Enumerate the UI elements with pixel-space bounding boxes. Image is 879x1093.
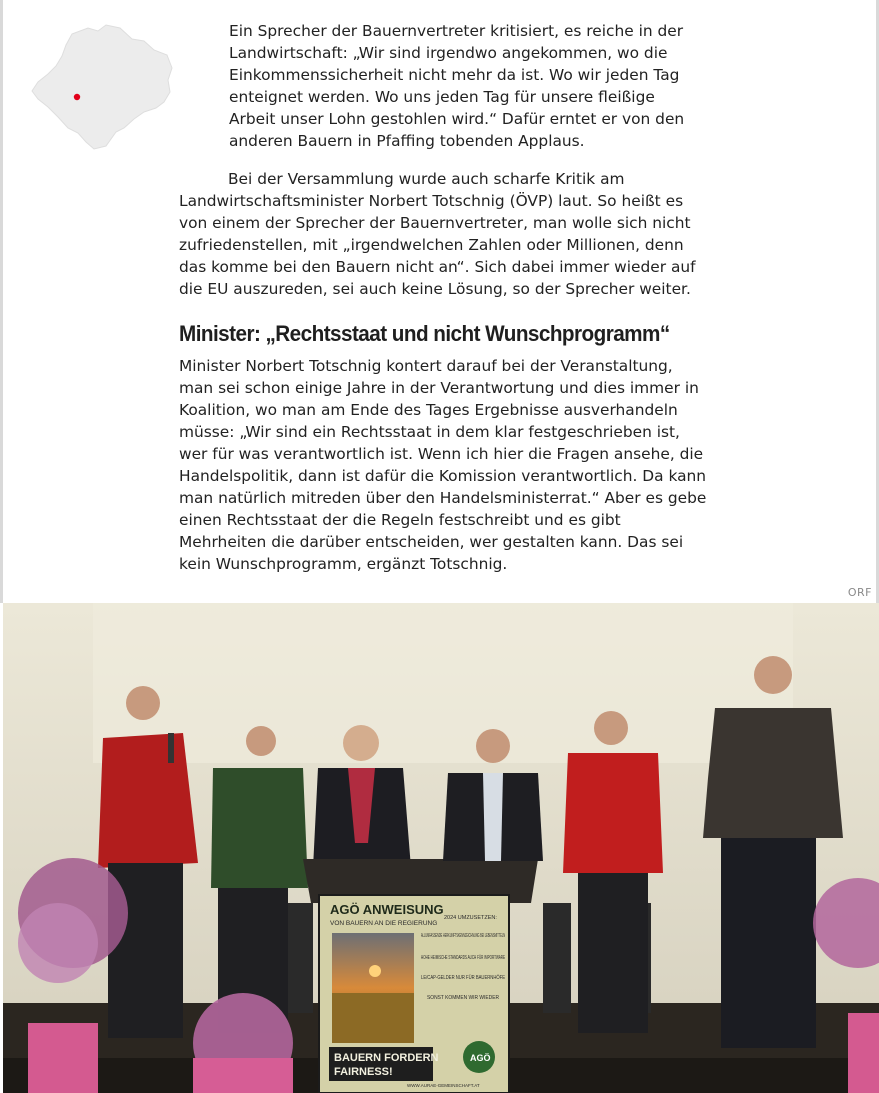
poster-year-note: 2024 UMZUSETZEN: — [444, 915, 497, 921]
article-paragraph: Minister Norbert Totschnig kontert darauf bei der Veranstaltung, man sei schon einige Jahre in der Verantwortung und dies immer in Koalition, wo man am Ende des Tages Ergebnisse ausverhandeln müsse: „Wir sind ein Rechtsstaat in dem klar festgeschrieben ist, wer für was verantwortlich ist. Wenn ich hier die Fragen ansehe, die Handelspolitik, dann ist dafür die Komission verantwortlich. Da kann man natürlich mitreden über den Handelsministerrat.“ Aber es gebe einen Rechtsstaat der die Regeln festschreibt und es gibt Mehrheiten die darüber entscheiden, wer gestalten kann. Das sei kein Wunschprogramm, ergänzt Totschnig. — [179, 357, 707, 573]
flower-pot-center — [193, 993, 293, 1093]
article-paragraph: Bei der Versammlung wurde auch scharfe Kritik am Landwirtschaftsminister Norbert Totschnig (ÖVP) laut. So heißt es von einem der Sprecher der Bauernvertreter, man wolle sich nicht zufriedenstellen, mit „irgendwelchen Zahlen oder Millionen, denn das komme bei den Bauern nicht an“. Sich dabei immer wieder auf die EU auszureden, sei auch keine Lösung, so der Sprecher weiter. — [179, 170, 696, 298]
region-map — [28, 22, 176, 154]
upper-austria-shape — [32, 25, 172, 149]
poster-logo: AGÖ — [470, 1053, 491, 1063]
poster-slogan-line-1: BAUERN FORDERN — [334, 1052, 439, 1064]
poster-subtitle: VON BAUERN AN DIE REGIERUNG — [330, 920, 438, 927]
article-photo — [3, 603, 879, 1093]
person-speaker-left — [98, 686, 198, 1038]
poster-item: LE/CAP-GELDER NUR FÜR BAUERNHÖFE — [421, 975, 532, 981]
photo-credit: ORF — [847, 586, 872, 599]
article-paragraph: Ein Sprecher der Bauernvertreter kritisiert, es reiche in der Landwirtschaft: „Wir sind irgendwo angekommen, wo die Einkommenssicherheit nicht mehr da ist. Wo wir jeden Tag enteignet werden. Wo uns jeden Tag für unsere fleißige Arbeit unser Lohn gestohlen wird.“ Dafür erntet er von den anderen Bauern in Pfaffing tobenden Applaus. — [229, 22, 685, 150]
page-border-left — [0, 0, 3, 603]
poster-website: WWW.AURAE-GEMEINSCHAFT.AT — [407, 1083, 480, 1088]
protest-poster — [319, 895, 573, 1093]
poster-title: AGÖ ANWEISUNG — [330, 902, 444, 917]
person-red-jacket-right — [563, 711, 663, 1033]
poster-item: HOHE HEIMISCHE STANDARDS AUCH FÜR IMPORTWARE — [421, 955, 573, 961]
poster-slogan-line-2: FAIRNESS! — [334, 1066, 393, 1078]
section-heading: Minister: „Rechtsstaat und nicht Wunschprogramm“ — [179, 321, 670, 346]
location-marker — [74, 94, 80, 100]
poster-item: ALLUMFASSENDE HERKUNFTSKENNZEICHNUNG BEI LEBENSMITTELN — [421, 933, 506, 939]
poster-item: SONST KOMMEN WIR WIEDER — [427, 995, 500, 1001]
